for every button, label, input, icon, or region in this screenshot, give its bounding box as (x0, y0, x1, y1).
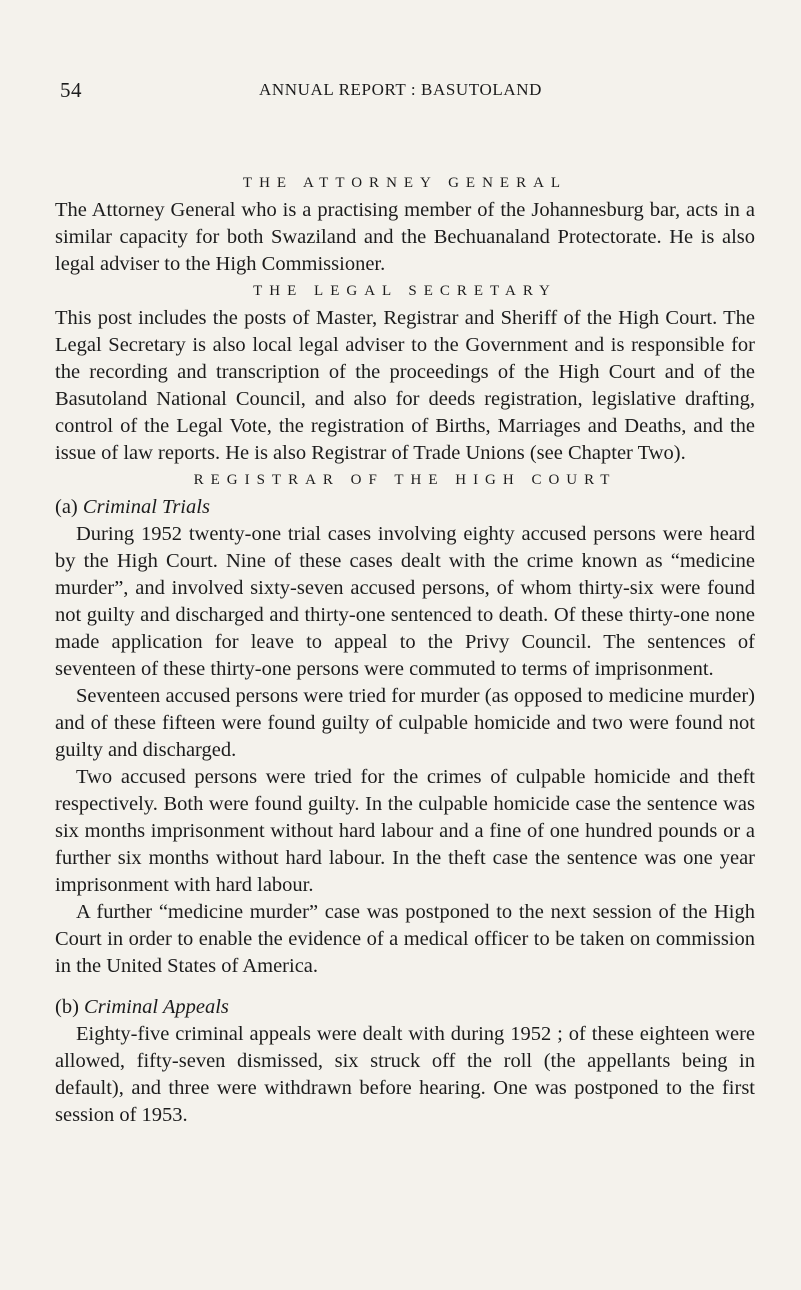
subsection-criminal-appeals (55, 994, 755, 1129)
paragraph: During 1952 twenty-one trial cases involving eighty accused persons were heard by the High Court. Nine of these cases dealt with the crime known as “medicine murder”, and involved sixty-seven accused persons, of whom thirty-six were found not guilty and discharged and thirty-one sentenced to death. Of these thirty-one none made application for leave to appeal to the Privy Council. The sentences of seventeen of these thirty-one persons were commuted to terms of imprisonment. (55, 523, 755, 680)
subsection-title: Criminal Appeals (84, 996, 229, 1018)
section-heading-registrar: REGISTRAR OF THE HIGH COURT (193, 472, 617, 488)
subsection-marker: (a) (55, 496, 78, 518)
subsection-heading (55, 494, 755, 521)
paragraph: Eighty-five criminal appeals were dealt with during 1952 ; of these eighteen were allowed, fifty-seven dismissed, six struck off the roll (the appellants being in default), and three were withdrawn before hearing. One was postponed to the first session of 1953. (55, 1023, 755, 1126)
subsection-criminal-trials (55, 494, 755, 980)
paragraph: A further “medicine murder” case was postponed to the next session of the High Court in order to enable the evidence of a medical officer to be taken on commission in the United States of America. (55, 901, 755, 977)
running-title: ANNUAL REPORT : BASUTOLAND (259, 80, 542, 99)
paragraph: The Attorney General who is a practising member of the Johannesburg bar, acts in a similar capacity for both Swaziland and the Bechuanaland Protectorate. He is also legal adviser to the High Commissioner. (55, 199, 755, 275)
paragraph: Two accused persons were tried for the crimes of culpable homicide and theft respectively. Both were found guilty. In the culpable homicide case the sentence was six months imprisonment without hard labour and a fine of one hundred pounds or a further six months without hard labour. In the theft case the sentence was one year imprisonment with hard labour. (55, 766, 755, 896)
section-heading-attorney-general: THE ATTORNEY GENERAL (242, 175, 568, 191)
paragraph: Seventeen accused persons were tried for murder (as opposed to medicine murder) and of these fifteen were found guilty of culpable homicide and two were found not guilty and discharged. (55, 685, 755, 761)
subsection-heading (55, 994, 755, 1021)
subsection-title: Criminal Trials (82, 496, 210, 518)
subsection-marker: (b) (55, 996, 79, 1018)
page-number: 54 (60, 78, 82, 102)
paragraph: This post includes the posts of Master, Registrar and Sheriff of the High Court. The Legal Secretary is also local legal adviser to the Government and is responsible for the recording and transcription of the proceedings of the High Court and of the Basutoland National Council, and also for deeds registration, legislative drafting, control of the Legal Vote, the registration of Births, Marriages and Deaths, and the issue of law reports. He is also Registrar of Trade Unions (see Chapter Two). (55, 307, 755, 464)
page-body (55, 170, 755, 1129)
section-heading-legal-secretary: THE LEGAL SECRETARY (253, 283, 557, 299)
